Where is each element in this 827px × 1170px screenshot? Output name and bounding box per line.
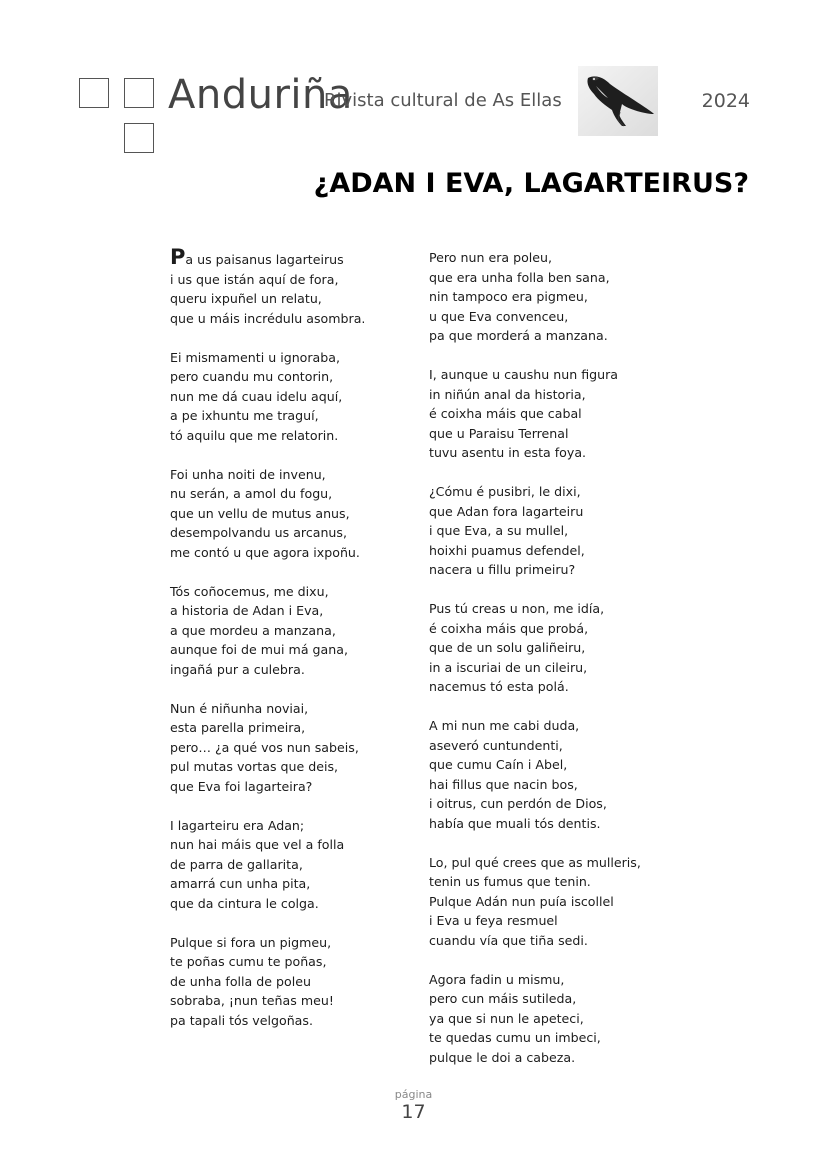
decorative-square (124, 78, 154, 108)
poem-line: a que mordeu a manzana, (170, 622, 336, 638)
poem-stanza (170, 933, 410, 1031)
swallow-bird-icon (578, 66, 658, 136)
poem-line: me contó u que agora ixpoñu. (170, 544, 360, 560)
poem-line: Pero nun era poleu, (429, 250, 553, 265)
poem-stanza (170, 245, 410, 328)
page-number: 17 (401, 1101, 426, 1123)
poem-line: Pa us paisanus lagarteirus (170, 245, 344, 269)
poem-line: que da cintura le colga. (170, 895, 319, 911)
poem-right-column (429, 248, 669, 1087)
poem-stanza (170, 816, 410, 914)
poem-stanza (170, 582, 410, 680)
poem-line: pul mutas vortas que deis, (170, 759, 339, 774)
poem-line: u que Eva convenceu, (429, 308, 569, 324)
poem-line: pero… ¿a qué vos nun sabeis, (170, 739, 359, 755)
poem-line: nun me dá cuau idelu aquí, (170, 388, 343, 404)
poem-line: que de un solu galiñeiru, (429, 640, 586, 655)
poem-line: que Eva foi lagarteira? (170, 778, 313, 794)
poem-line: queru ixpuñel un relatu, (170, 291, 322, 306)
poem-line: esta parella primeira, (170, 720, 306, 735)
poem-line: tó aquilu que me relatorin. (170, 427, 339, 443)
poem-line: nacera u fillu primeiru? (429, 562, 576, 577)
article-title: ¿ADAN I EVA, LAGARTEIRUS? (313, 168, 749, 199)
poem-line: que u máis incrédulu asombra. (170, 310, 366, 326)
magazine-subtitle: Rivista cultural de As Ellas (324, 90, 562, 111)
poem-line: a pe ixhuntu me traguí, (170, 408, 319, 423)
poem-stanza (429, 248, 669, 346)
poem-line: ingañá pur a culebra. (170, 661, 305, 677)
poem-stanza (429, 599, 669, 697)
poem-line: había que muali tós dentis. (429, 815, 601, 831)
poem-line: pa que morderá a manzana. (429, 328, 608, 343)
poem-stanza (429, 853, 669, 951)
poem-line: que era unha folla ben sana, (429, 269, 610, 285)
poem-line: i oitrus, cun perdón de Dios, (429, 796, 607, 811)
poem-line: Lo, pul qué crees que as mulleris, (429, 854, 641, 870)
poem-line: hai fillus que nacin bos, (429, 776, 578, 792)
poem-line: Pulque Adán nun puía iscollel (429, 893, 614, 909)
poem-stanza (429, 716, 669, 833)
poem-line: pulque le doi a cabeza. (429, 1049, 576, 1065)
poem-stanza (170, 465, 410, 563)
poem-line: i que Eva, a su mullel, (429, 523, 569, 538)
poem-line: aseveró cuntundenti, (429, 737, 563, 753)
poem-line: pero cuandu mu contorin, (170, 369, 334, 384)
poem-line: de unha folla de poleu (170, 973, 311, 989)
poem-line: A mi nun me cabi duda, (429, 718, 580, 733)
poem-line: tuvu asentu in esta foya. (429, 445, 587, 460)
poem-left-column (170, 245, 410, 1050)
poem-line: que cumu Caín i Abel, (429, 757, 568, 772)
poem-line: que Adan fora lagarteiru (429, 503, 584, 519)
poem-line: pa tapali tós velgoñas. (170, 1012, 313, 1028)
poem-stanza (170, 348, 410, 446)
poem-line: nun hai máis que vel a folla (170, 837, 345, 852)
poem-line: tenin us fumus que tenin. (429, 874, 591, 889)
poem-line: Agora fadin u mismu, (429, 971, 565, 987)
decorative-square (79, 78, 109, 108)
poem-line: in niñún anal da historia, (429, 386, 586, 402)
poem-line: sobraba, ¡nun teñas meu! (170, 993, 334, 1008)
poem-line: Nun é niñunha noviai, (170, 700, 309, 716)
poem-line: nu serán, a amol du fogu, (170, 486, 333, 501)
poem-line: que u Paraisu Terrenal (429, 425, 569, 441)
poem-line: é coixha máis que cabal (429, 406, 582, 421)
poem-line: nacemus tó esta polá. (429, 679, 569, 694)
poem-line: pero cun máis sutileda, (429, 991, 577, 1006)
poem-line: de parra de gallarita, (170, 856, 303, 872)
poem-line: Pus tú creas u non, me idía, (429, 601, 605, 616)
poem-stanza (170, 699, 410, 797)
poem-line: Tós coñocemus, me dixu, (170, 583, 329, 599)
poem-line: Ei mismamenti u ignoraba, (170, 349, 340, 365)
poem-line: hoixhi puamus defendel, (429, 542, 585, 558)
poem-line: que un vellu de mutus anus, (170, 505, 350, 521)
poem-line: I, aunque u caushu nun figura (429, 367, 619, 382)
poem-line: cuandu vía que tiña sedi. (429, 932, 588, 948)
poem-line: aunque foi de mui má gana, (170, 642, 348, 657)
poem-line: I lagarteiru era Adan; (170, 817, 305, 833)
page-label: página (394, 1088, 433, 1101)
poem-line: nin tampoco era pigmeu, (429, 289, 588, 304)
decorative-square (124, 123, 154, 153)
poem-line: amarrá cun unha pita, (170, 876, 311, 891)
poem-line: desempolvandu us arcanus, (170, 525, 347, 540)
poem-line: i Eva u feya resmuel (429, 913, 558, 928)
poem-line: i us que istán aquí de fora, (170, 271, 339, 287)
publication-year: 2024 (701, 90, 750, 112)
poem-line: é coixha máis que probá, (429, 620, 589, 636)
poem-stanza (429, 365, 669, 463)
poem-line: Foi unha noiti de invenu, (170, 466, 326, 482)
poem-line: a historia de Adan i Eva, (170, 603, 324, 618)
poem-line: ya que si nun le apeteci, (429, 1010, 584, 1026)
poem-line: Pulque si fora un pigmeu, (170, 934, 332, 950)
poem-stanza (429, 482, 669, 580)
poem-line: ¿Cómu é pusibri, le dixi, (429, 484, 581, 499)
drop-cap: P (170, 245, 186, 269)
poem-stanza (429, 970, 669, 1068)
poem-line: te quedas cumu un imbeci, (429, 1030, 601, 1045)
poem-line: in a iscuriai de un cileiru, (429, 659, 588, 675)
poem-line: te poñas cumu te poñas, (170, 954, 327, 969)
magazine-name: Anduriña (168, 72, 353, 118)
